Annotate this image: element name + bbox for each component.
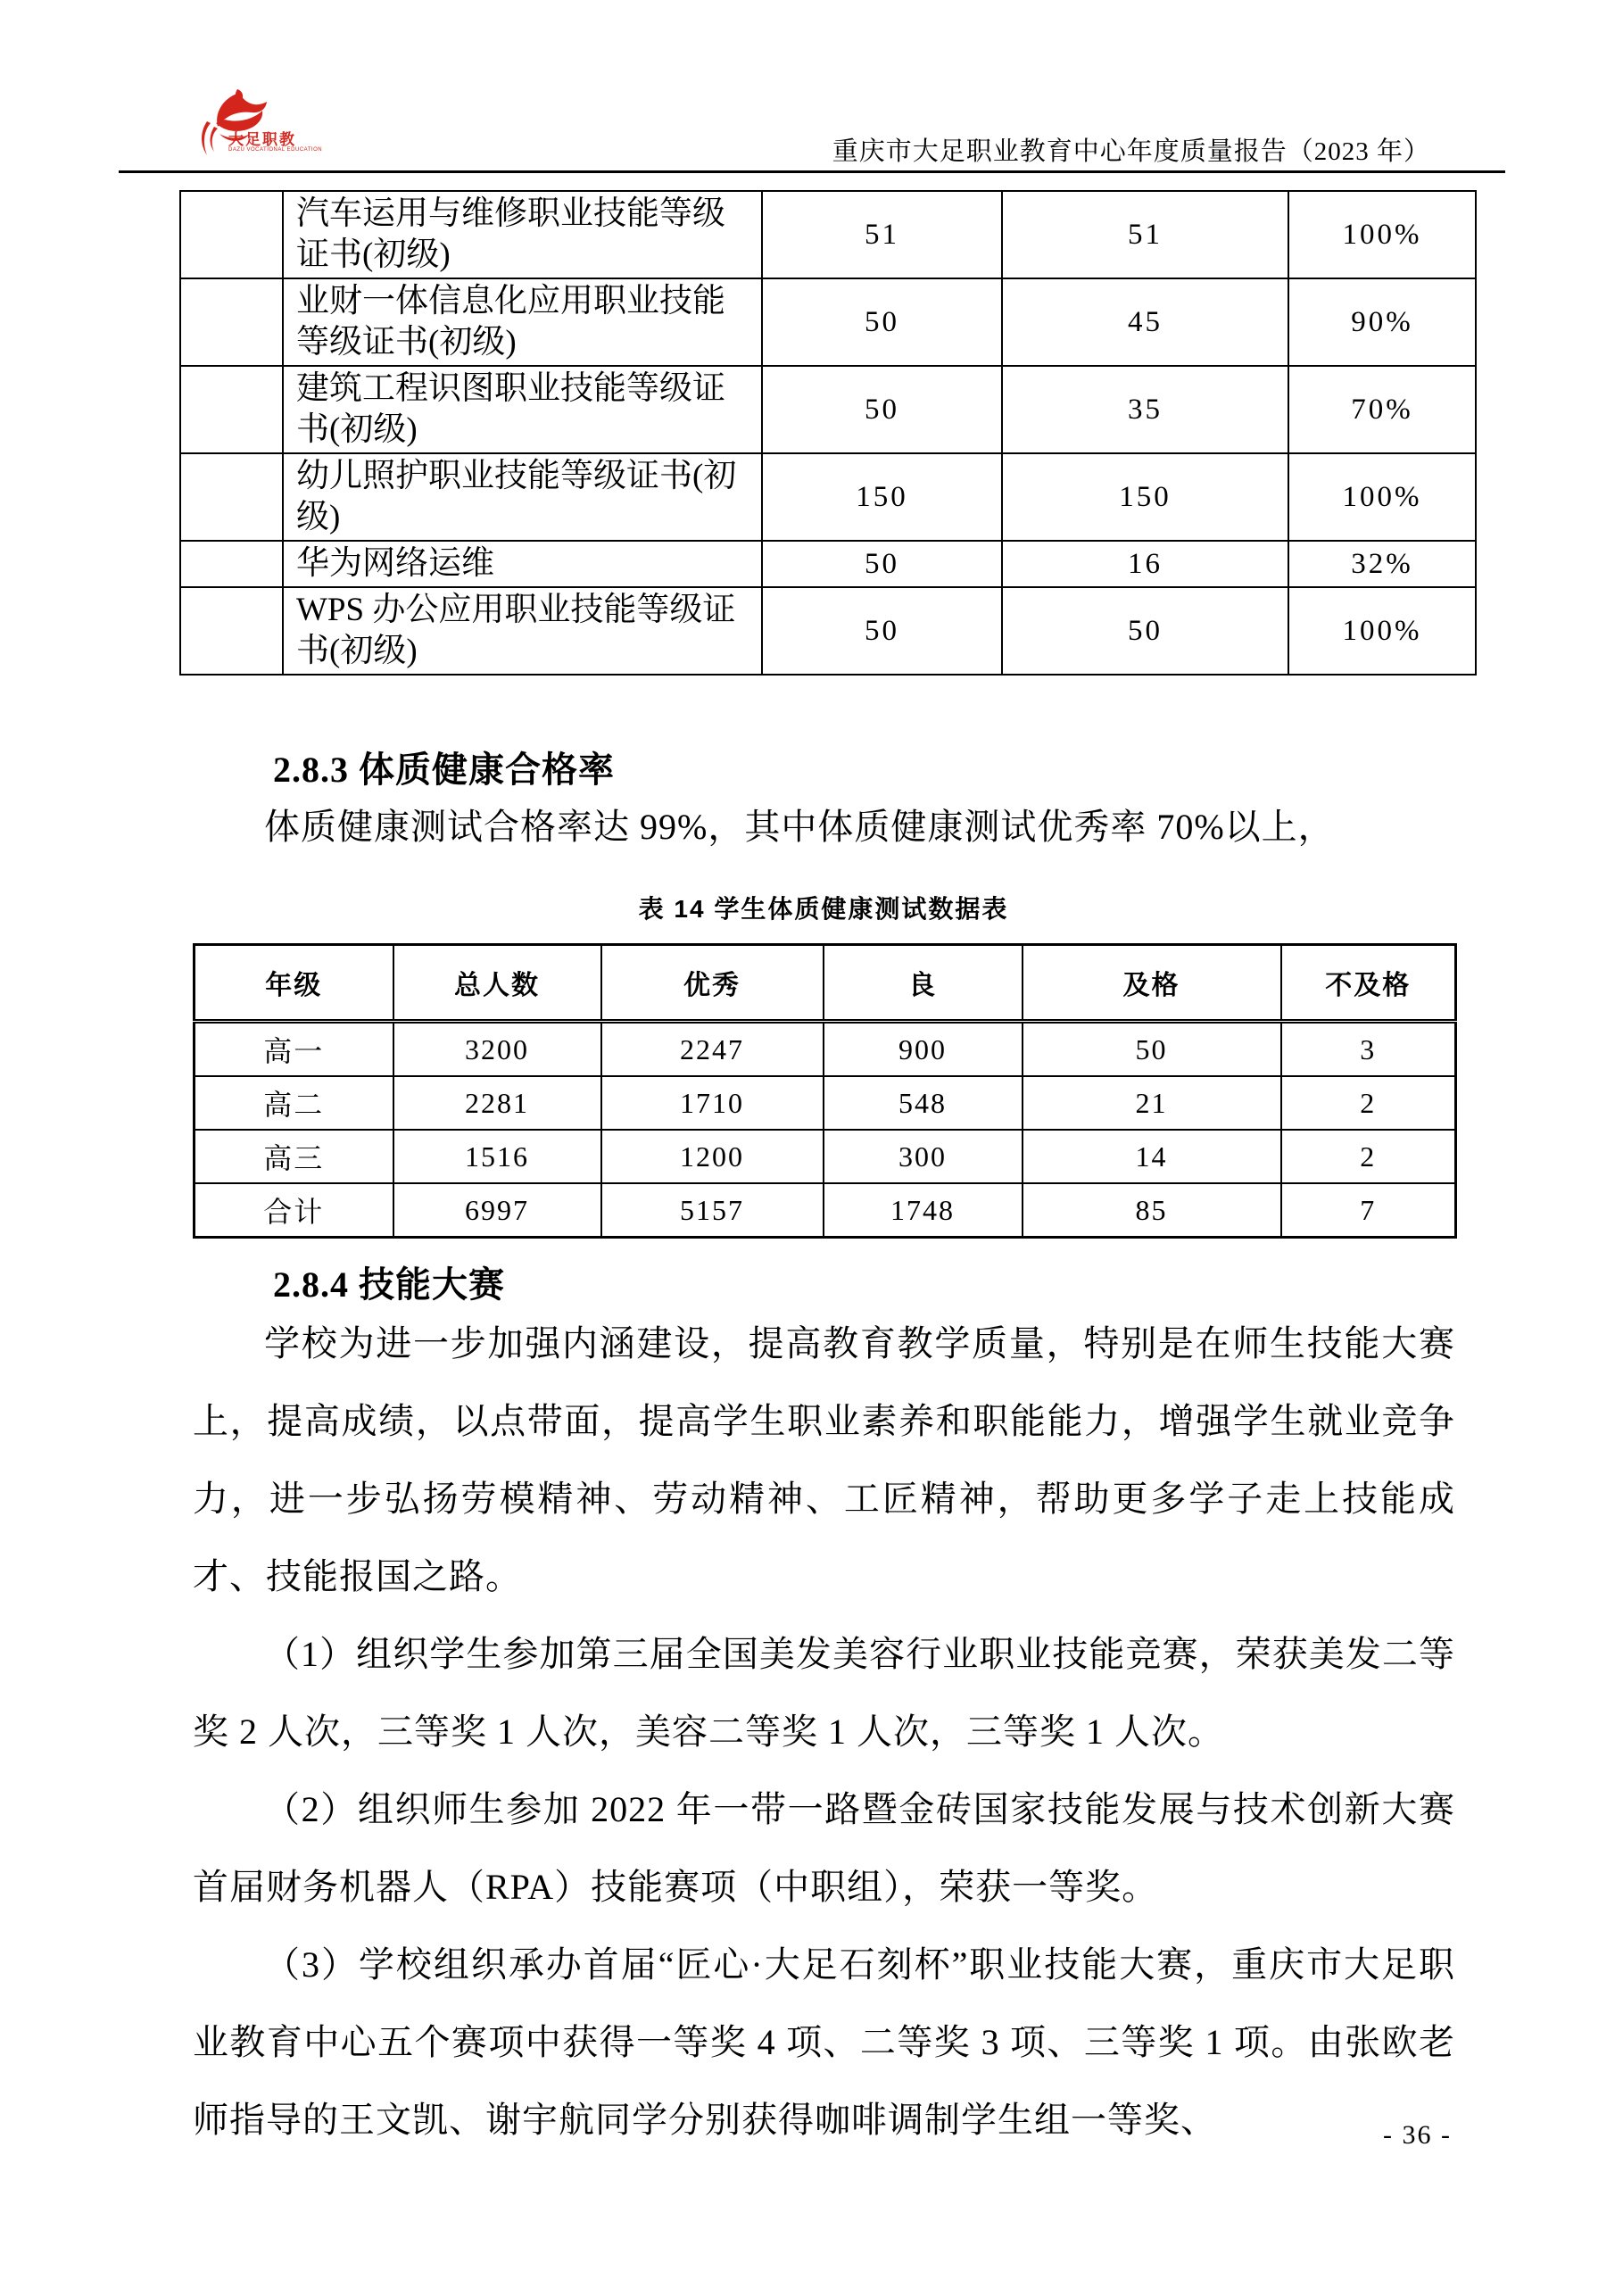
certificate-rate: 90% xyxy=(1288,278,1476,366)
total-value: 6997 xyxy=(393,1183,601,1238)
certificate-total: 51 xyxy=(762,191,1002,278)
excellent-value: 1200 xyxy=(601,1130,824,1183)
certificate-name: 幼儿照护职业技能等级证书(初级) xyxy=(283,453,762,541)
fail-value: 3 xyxy=(1281,1022,1456,1077)
pass-value: 21 xyxy=(1023,1076,1281,1130)
certificate-total: 50 xyxy=(762,278,1002,366)
certificate-passed: 51 xyxy=(1002,191,1288,278)
certificate-table xyxy=(179,190,1477,676)
certificate-name: 华为网络运维 xyxy=(283,541,762,587)
empty-cell xyxy=(180,278,283,366)
table-row xyxy=(180,541,1476,587)
table14-caption: 表 14 学生体质健康测试数据表 xyxy=(638,895,1009,923)
certificate-rate: 32% xyxy=(1288,541,1476,587)
table-row xyxy=(180,366,1476,453)
good-value: 900 xyxy=(824,1022,1023,1077)
school-logo xyxy=(198,87,385,168)
col-header-total: 总人数 xyxy=(393,945,601,1022)
table-row xyxy=(180,453,1476,541)
table-row xyxy=(180,278,1476,366)
paragraph: （2）组织师生参加 2022 年一带一路暨金砖国家技能发展与技术创新大赛首届财务机器人（RPA）技能赛项（中职组），荣获一等奖。 xyxy=(193,1789,1455,1907)
pass-value: 14 xyxy=(1023,1130,1281,1183)
fail-value: 2 xyxy=(1281,1130,1456,1183)
table-row xyxy=(195,1183,1456,1238)
table-row xyxy=(195,1130,1456,1183)
total-value: 2281 xyxy=(393,1076,601,1130)
certificate-passed: 16 xyxy=(1002,541,1288,587)
certificate-passed: 50 xyxy=(1002,587,1288,675)
certificate-name: 汽车运用与维修职业技能等级证书(初级) xyxy=(283,191,762,278)
excellent-value: 1710 xyxy=(601,1076,824,1130)
section-heading-284: 2.8.4 技能大赛 xyxy=(273,1264,505,1305)
report-header-title: 重庆市大足职业教育中心年度质量报告（2023 年） xyxy=(832,137,1430,166)
pass-value: 50 xyxy=(1023,1022,1281,1077)
certificate-rate: 100% xyxy=(1288,587,1476,675)
certificate-passed: 35 xyxy=(1002,366,1288,453)
empty-cell xyxy=(180,587,283,675)
good-value: 548 xyxy=(824,1076,1023,1130)
certificate-rate: 100% xyxy=(1288,453,1476,541)
certificate-name: 业财一体信息化应用职业技能等级证书(初级) xyxy=(283,278,762,366)
table-row xyxy=(195,1076,1456,1130)
col-header-pass: 及格 xyxy=(1023,945,1281,1022)
grade-label: 高三 xyxy=(195,1130,393,1183)
table-row xyxy=(180,587,1476,675)
total-value: 3200 xyxy=(393,1022,601,1077)
logo-subtext: DAZU VOCATIONAL EDUCATION xyxy=(228,147,323,153)
health-test-table xyxy=(193,943,1457,1239)
header-divider xyxy=(119,170,1505,173)
grade-label: 合计 xyxy=(195,1183,393,1238)
certificate-rate: 70% xyxy=(1288,366,1476,453)
certificate-rate: 100% xyxy=(1288,191,1476,278)
excellent-value: 5157 xyxy=(601,1183,824,1238)
certificate-total: 50 xyxy=(762,541,1002,587)
grade-label: 高一 xyxy=(195,1022,393,1077)
paragraph: （1）组织学生参加第三届全国美发美容行业职业技能竞赛，荣获美发二等奖 2 人次，三等奖 1 人次，美容二等奖 1 人次，三等奖 1 人次。 xyxy=(193,1634,1455,1752)
fail-value: 2 xyxy=(1281,1076,1456,1130)
section-heading-283: 2.8.3 体质健康合格率 xyxy=(273,750,615,790)
col-header-good: 良 xyxy=(824,945,1023,1022)
empty-cell xyxy=(180,366,283,453)
pass-value: 85 xyxy=(1023,1183,1281,1238)
certificate-total: 50 xyxy=(762,587,1002,675)
paragraph-health-rate: 体质健康测试合格率达 99%，其中体质健康测试优秀率 70%以上， xyxy=(264,807,1335,847)
certificate-total: 50 xyxy=(762,366,1002,453)
good-value: 300 xyxy=(824,1130,1023,1183)
page-number: - 36 - xyxy=(1383,2120,1452,2150)
table-row xyxy=(180,191,1476,278)
certificate-total: 150 xyxy=(762,453,1002,541)
table-header-row xyxy=(195,945,1456,1022)
col-header-fail: 不及格 xyxy=(1281,945,1456,1022)
total-value: 1516 xyxy=(393,1130,601,1183)
empty-cell xyxy=(180,541,283,587)
table-row xyxy=(195,1022,1456,1077)
empty-cell xyxy=(180,453,283,541)
grade-label: 高二 xyxy=(195,1076,393,1130)
certificate-passed: 150 xyxy=(1002,453,1288,541)
empty-cell xyxy=(180,191,283,278)
certificate-name: 建筑工程识图职业技能等级证书(初级) xyxy=(283,366,762,453)
section-284-body xyxy=(193,1305,1455,2159)
logo-text: 大足职教 xyxy=(228,131,296,148)
col-header-excellent: 优秀 xyxy=(601,945,824,1022)
paragraph: 学校为进一步加强内涵建设，提高教育教学质量，特别是在师生技能大赛上，提高成绩，以点带面，提高学生职业素养和职能能力，增强学生就业竞争力，进一步弘扬劳模精神、劳动精神、工匠精神，帮助更多学子走上技能成才、技能报国之路。 xyxy=(193,1323,1455,1596)
col-header-grade: 年级 xyxy=(195,945,393,1022)
certificate-name: WPS 办公应用职业技能等级证书(初级) xyxy=(283,587,762,675)
paragraph: （3）学校组织承办首届“匠心·大足石刻杯”职业技能大赛，重庆市大足职业教育中心五个赛项中获得一等奖 4 项、二等奖 3 项、三等奖 1 项。由张欧老师指导的王文凯、谢宇航同学分别获得咖啡调制学生组一等奖、 xyxy=(193,1944,1455,2140)
excellent-value: 2247 xyxy=(601,1022,824,1077)
fail-value: 7 xyxy=(1281,1183,1456,1238)
certificate-passed: 45 xyxy=(1002,278,1288,366)
good-value: 1748 xyxy=(824,1183,1023,1238)
